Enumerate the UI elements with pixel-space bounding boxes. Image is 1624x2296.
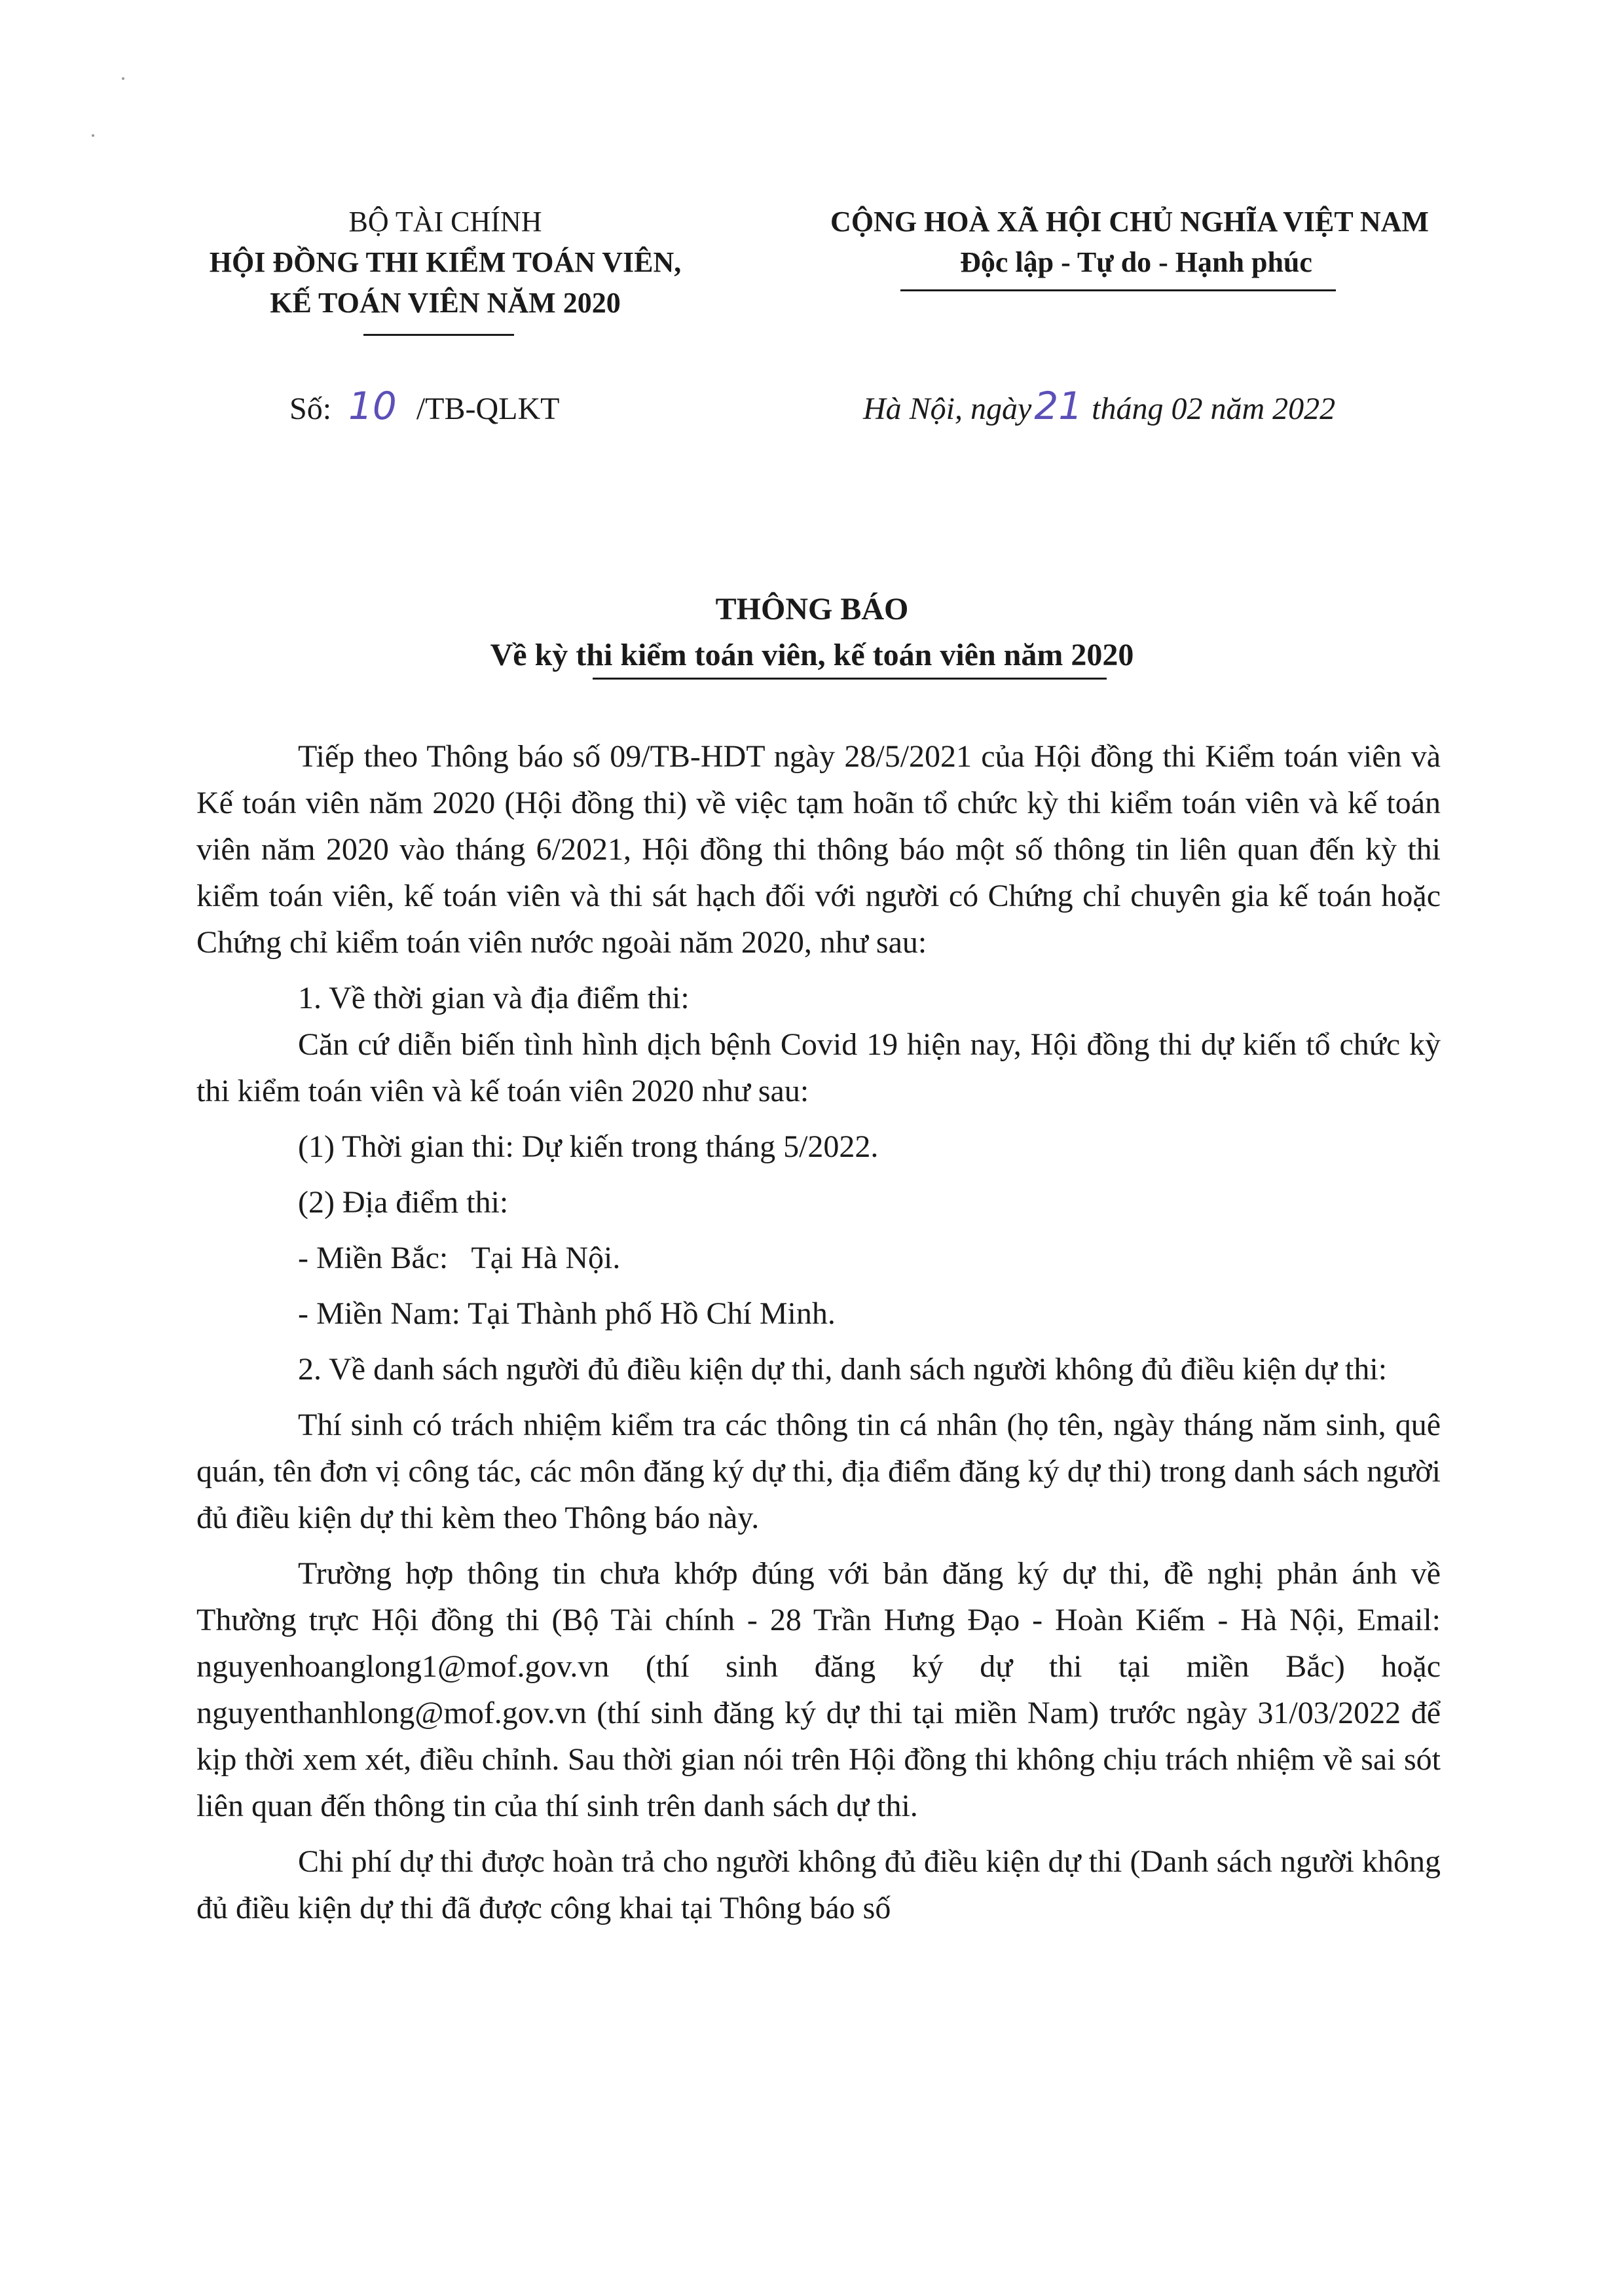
date-day-handwritten: 21	[1034, 384, 1083, 428]
paragraph-corrections: Trường hợp thông tin chưa khớp đúng với bản đăng ký dự thi, đề nghị phản ánh về Thường trực Hội đồng thi (Bộ Tài chính - 28 Trần Hưng Đạo - Hoàn Kiếm - Hà Nội, Email: nguyenhoanglong1@mof.gov.vn (thí sinh đăng ký dự thi tại miền Bắc) hoặc nguyenthanhlong@mof.gov.vn (thí sinh đăng ký dự thi tại miền Nam) trước ngày 31/03/2022 để kịp thời xem xét, điều chỉnh. Sau thời gian nói trên Hội đồng thi không chịu trách nhiệm về sai sót liên quan đến thông tin của thí sinh trên danh sách dự thi.	[196, 1556, 1441, 1823]
notice-body	[196, 733, 1441, 1931]
section-1-heading: 1. Về thời gian và địa điểm thi:	[298, 981, 690, 1015]
exam-location-south: - Miền Nam: Tại Thành phố Hồ Chí Minh.	[298, 1296, 836, 1331]
issue-date	[863, 383, 1335, 432]
issuer-block	[118, 202, 773, 323]
doc-number-suffix: /TB-QLKT	[416, 392, 560, 426]
notice-title-main: THÔNG BÁO	[715, 592, 909, 627]
date-suffix: tháng 02 năm 2022	[1092, 392, 1336, 426]
motto: Độc lập - Tự do - Hạnh phúc	[960, 246, 1312, 278]
notice-title-sub: Về kỳ thi kiểm toán viên, kế toán viên năm 2020	[490, 638, 1134, 672]
paragraph-covid: Căn cứ diễn biến tình hình dịch bệnh Covid 19 hiện nay, Hội đồng thi dự kiến tổ chức kỳ thi kiểm toán viên và kế toán viên 2020 như sau:	[196, 1027, 1441, 1108]
scan-speck	[92, 134, 94, 137]
exam-location-north: - Miền Bắc: Tại Hà Nội.	[298, 1241, 621, 1275]
ministry-name: BỘ TÀI CHÍNH	[348, 206, 542, 238]
paragraph-check-info: Thí sinh có trách nhiệm kiểm tra các thông tin cá nhân (họ tên, ngày tháng năm sinh, quê quán, tên đơn vị công tác, các môn đăng ký dự thi, địa điểm đăng ký dự thi) trong danh sách người đủ điều kiện dự thi kèm theo Thông báo này.	[196, 1408, 1441, 1535]
document-number	[289, 383, 559, 432]
paragraph-refund: Chi phí dự thi được hoàn trả cho người không đủ điều kiện dự thi (Danh sách người không đủ điều kiện dự thi đã được công khai tại Thông báo số	[196, 1844, 1441, 1925]
exam-location-heading: (2) Địa điểm thi:	[298, 1185, 509, 1220]
nation-block	[769, 202, 1490, 283]
council-name-line1: HỘI ĐỒNG THI KIỂM TOÁN VIÊN,	[209, 246, 682, 278]
scan-speck	[122, 77, 124, 80]
exam-time: (1) Thời gian thi: Dự kiến trong tháng 5/2022.	[298, 1129, 879, 1164]
council-name-line2: KẾ TOÁN VIÊN NĂM 2020	[270, 287, 621, 319]
nation-name: CỘNG HOÀ XÃ HỘI CHỦ NGHĨA VIỆT NAM	[830, 206, 1429, 238]
section-2-heading: 2. Về danh sách người đủ điều kiện dự thi, danh sách người không đủ điều kiện dự thi:	[298, 1352, 1388, 1387]
doc-number-handwritten: 10	[348, 384, 397, 428]
paragraph-intro: Tiếp theo Thông báo số 09/TB-HDT ngày 28/5/2021 của Hội đồng thi Kiểm toán viên và Kế toán viên năm 2020 (Hội đồng thi) về việc tạm hoãn tổ chức kỳ thi kiểm toán viên và kế toán viên năm 2020 vào tháng 6/2021, Hội đồng thi thông báo một số thông tin liên quan đến kỳ thi kiểm toán viên, kế toán viên và thi sát hạch đối với người có Chứng chỉ chuyên gia kế toán hoặc Chứng chỉ kiểm toán viên nước ngoài năm 2020, như sau:	[196, 739, 1441, 960]
issuer-underline	[363, 334, 514, 336]
date-prefix: Hà Nội, ngày	[863, 392, 1032, 426]
title-underline	[593, 678, 1107, 680]
notice-title	[0, 587, 1624, 678]
doc-number-prefix: Số:	[289, 392, 332, 426]
motto-underline	[900, 289, 1336, 291]
